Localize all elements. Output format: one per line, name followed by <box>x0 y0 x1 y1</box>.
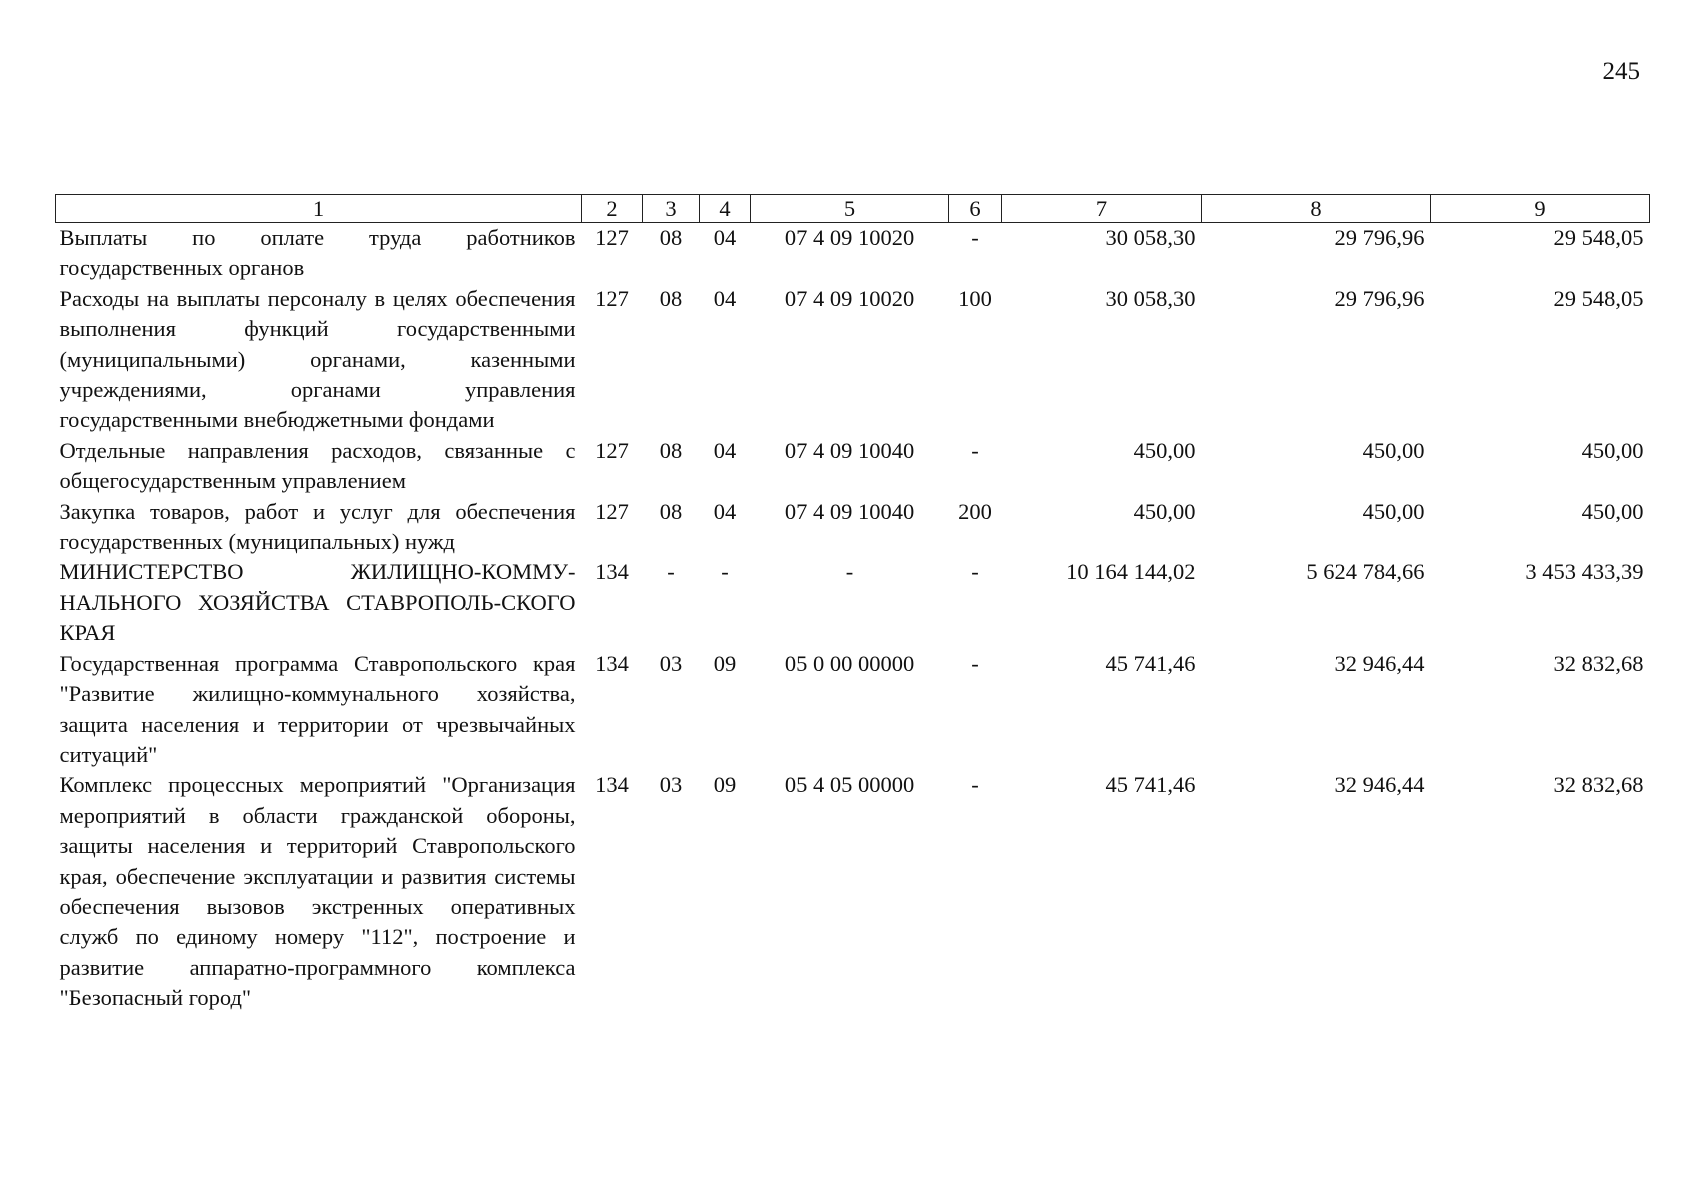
target-article-code: 07 4 09 10020 <box>784 225 915 250</box>
section-code: - <box>667 559 675 585</box>
ministry-code: 134 <box>595 650 629 676</box>
row-description: Расходы на выплаты персоналу в целях обеспечения выполнения функций государственными (муниципальными) органами, казенными учреждениями, органами управления государственными внебюджетными фондами <box>59 285 576 433</box>
amount-col7: 30 058,30 <box>1105 285 1196 311</box>
expense-type-code: - <box>971 650 979 676</box>
amount-col7: 10 164 144,02 <box>1066 559 1196 585</box>
section-code: 08 <box>659 498 683 524</box>
expense-type-code: - <box>971 437 979 463</box>
subsection-code: 04 <box>713 498 737 524</box>
row-description: Отдельные направления расходов, связанные с общегосударственным управлением <box>59 437 576 494</box>
budget-table <box>55 194 1650 1014</box>
amount-col7: 45 741,46 <box>1105 772 1196 798</box>
amount-col8: 29 796,96 <box>1334 225 1425 250</box>
table-row <box>56 649 1650 771</box>
row-description: Государственная программа Ставропольского края "Развитие жилищно-коммунального хозяйства, защита населения и территории от чрезвычайных ситуаций" <box>59 650 576 767</box>
expense-type-code: - <box>971 559 979 585</box>
amount-col7: 30 058,30 <box>1105 225 1196 250</box>
row-description: Выплаты по оплате труда работников государственных органов <box>59 225 576 281</box>
column-header: 6 <box>949 195 1002 223</box>
expense-type-code: 100 <box>958 285 992 311</box>
ministry-code: 134 <box>595 559 629 585</box>
target-article-code: - <box>845 559 854 585</box>
column-header: 3 <box>643 195 700 223</box>
amount-col9: 3 453 433,39 <box>1525 559 1644 585</box>
column-header: 4 <box>700 195 751 223</box>
amount-col8: 450,00 <box>1362 437 1425 463</box>
table-row <box>56 770 1650 1013</box>
target-article-code: 07 4 09 10040 <box>784 498 915 524</box>
target-article-code: 07 4 09 10040 <box>784 437 915 463</box>
amount-col9: 450,00 <box>1581 437 1644 463</box>
ministry-code: 134 <box>595 772 629 798</box>
section-code: 08 <box>659 225 683 250</box>
amount-col8: 32 946,44 <box>1334 772 1425 798</box>
subsection-code: 04 <box>713 225 737 250</box>
amount-col7: 450,00 <box>1133 498 1196 524</box>
subsection-code: 09 <box>713 650 737 676</box>
section-code: 03 <box>659 650 683 676</box>
section-code: 03 <box>659 772 683 798</box>
table-row <box>56 557 1650 648</box>
amount-col8: 5 624 784,66 <box>1306 559 1425 585</box>
target-article-code: 05 0 00 00000 <box>784 650 915 676</box>
amount-col8: 29 796,96 <box>1334 285 1425 311</box>
section-code: 08 <box>659 285 683 311</box>
row-description: МИНИСТЕРСТВО ЖИЛИЩНО-КОММУ-НАЛЬНОГО ХОЗЯЙСТВА СТАВРОПОЛЬ-СКОГО КРАЯ <box>59 559 576 646</box>
page-number: 245 <box>1602 58 1640 85</box>
amount-col8: 32 946,44 <box>1334 650 1425 676</box>
column-header: 7 <box>1002 195 1202 223</box>
amount-col9: 29 548,05 <box>1553 285 1644 311</box>
ministry-code: 127 <box>595 437 629 463</box>
section-code: 08 <box>659 437 683 463</box>
expense-type-code: - <box>971 225 979 250</box>
amount-col8: 450,00 <box>1362 498 1425 524</box>
row-description: Закупка товаров, работ и услуг для обеспечения государственных (муниципальных) нужд <box>59 498 576 555</box>
column-header: 5 <box>751 195 949 223</box>
table-row <box>56 436 1650 497</box>
column-header: 8 <box>1202 195 1431 223</box>
subsection-code: - <box>721 559 729 585</box>
amount-col9: 29 548,05 <box>1553 225 1644 250</box>
expense-type-code: - <box>971 772 979 798</box>
amount-col9: 32 832,68 <box>1553 650 1644 676</box>
ministry-code: 127 <box>595 498 629 524</box>
subsection-code: 04 <box>713 285 737 311</box>
amount-col9: 32 832,68 <box>1553 772 1644 798</box>
subsection-code: 04 <box>713 437 737 463</box>
column-header: 1 <box>56 195 582 223</box>
target-article-code: 05 4 05 00000 <box>784 772 915 798</box>
amount-col9: 450,00 <box>1581 498 1644 524</box>
subsection-code: 09 <box>713 772 737 798</box>
expense-type-code: 200 <box>958 498 992 524</box>
ministry-code: 127 <box>595 285 629 311</box>
ministry-code: 127 <box>595 225 629 250</box>
table-row <box>56 223 1650 284</box>
amount-col7: 45 741,46 <box>1105 650 1196 676</box>
row-description: Комплекс процессных мероприятий "Организация мероприятий в области гражданской обороны, защиты населения и территорий Ставропольского края, обеспечение эксплуатации и развития системы обеспечения вызовов экстренных оперативных служб по единому номеру "112", построение и развитие аппаратно-программного комплекса "Безопасный город" <box>59 772 576 1011</box>
header-row <box>56 195 1650 223</box>
table-row <box>56 284 1650 436</box>
table-row <box>56 497 1650 558</box>
column-header: 9 <box>1431 195 1650 223</box>
target-article-code: 07 4 09 10020 <box>784 285 915 311</box>
amount-col7: 450,00 <box>1133 437 1196 463</box>
column-header: 2 <box>582 195 643 223</box>
